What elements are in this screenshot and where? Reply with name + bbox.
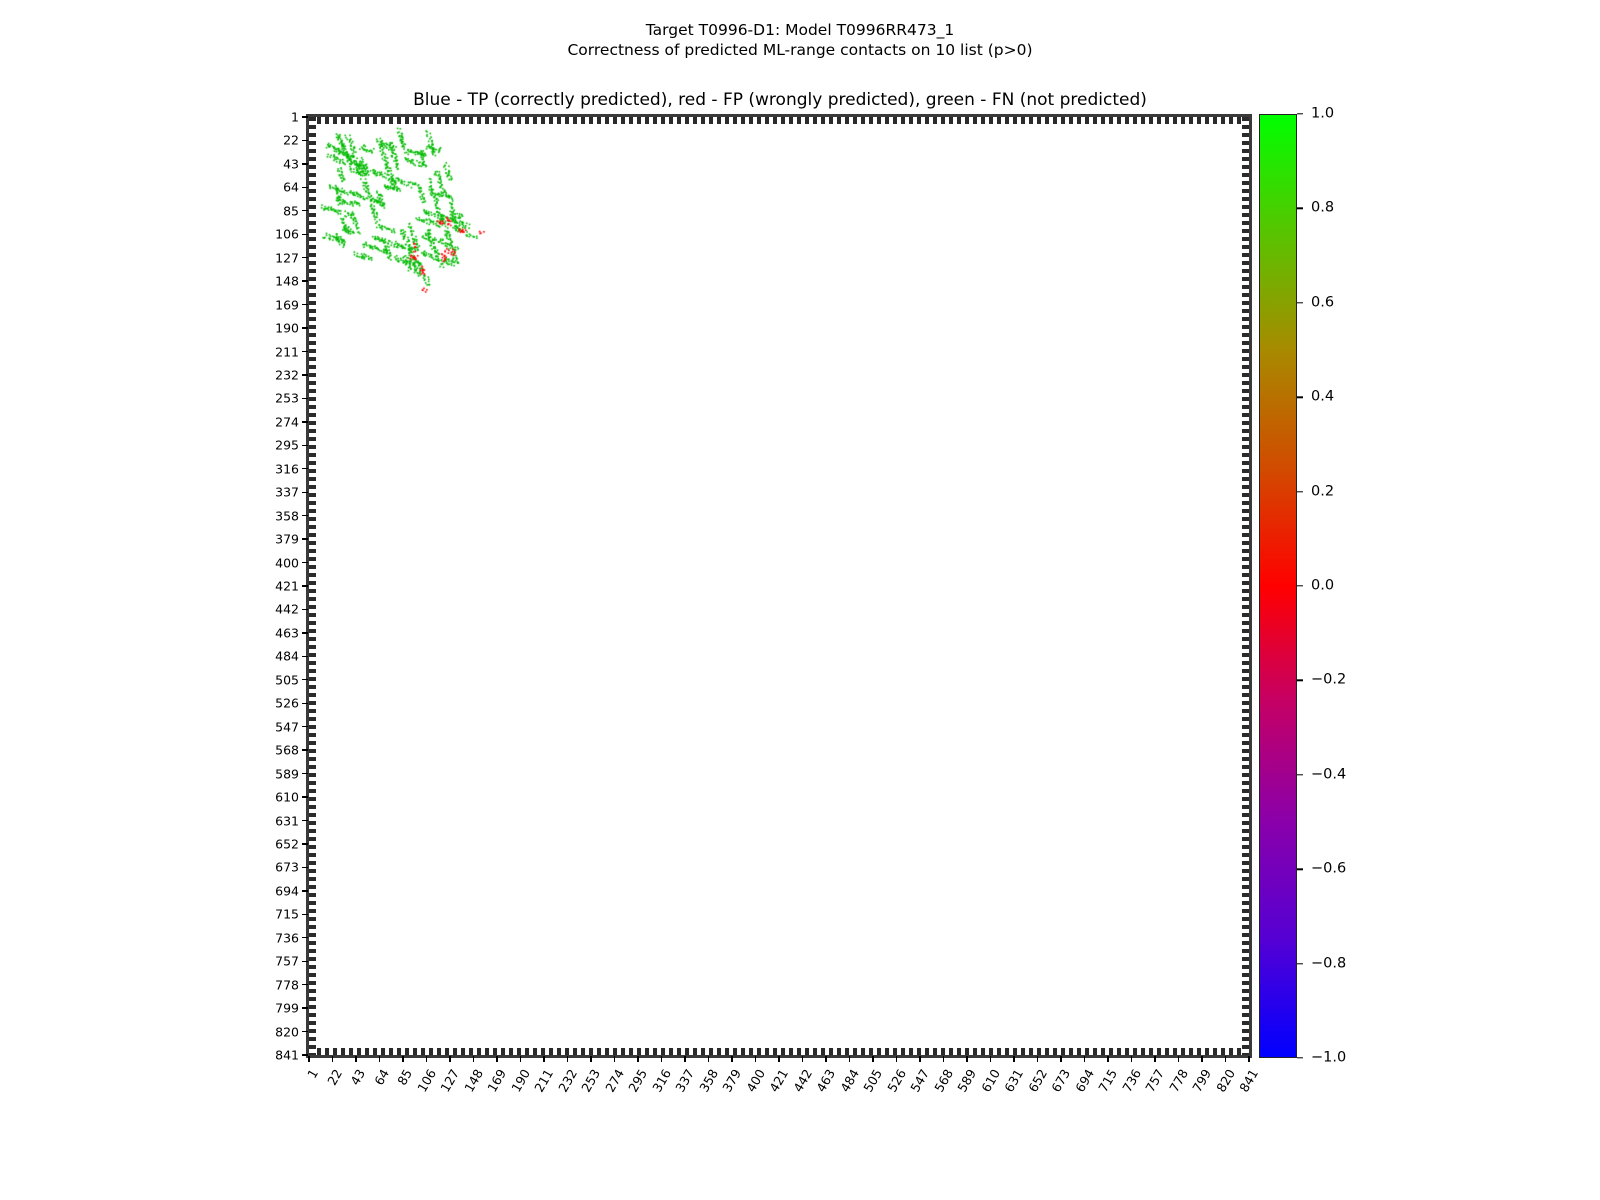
y-axis-tick-label: 295 xyxy=(275,437,299,453)
y-axis-tick-label: 799 xyxy=(275,1000,299,1016)
y-axis-tick-label: 253 xyxy=(275,390,299,406)
y-axis-tick-label: 169 xyxy=(275,297,299,313)
x-axis-tick-label: 358 xyxy=(695,1066,721,1095)
y-axis-tick-label: 463 xyxy=(275,625,299,641)
y-axis-tick-label: 652 xyxy=(275,836,299,852)
colorbar-gradient xyxy=(1259,114,1297,1058)
colorbar-tick-label: 0.6 xyxy=(1311,294,1335,311)
y-axis-tick-label: 715 xyxy=(275,906,299,922)
y-axis-tick-label: 694 xyxy=(275,883,299,899)
x-axis-tick-label: 736 xyxy=(1118,1066,1144,1095)
y-axis-tick-label: 631 xyxy=(275,813,299,828)
y-axis-tick-label: 673 xyxy=(275,859,299,875)
colorbar-tick-label: −0.4 xyxy=(1311,766,1347,783)
x-axis-tick-label: 526 xyxy=(883,1066,909,1095)
x-axis-tick-label: 442 xyxy=(789,1066,815,1095)
x-axis-tick-label: 253 xyxy=(578,1066,604,1095)
y-axis-tick-label: 274 xyxy=(275,414,299,430)
x-axis-tick-label: 463 xyxy=(813,1066,839,1095)
y-axis-tick-label: 442 xyxy=(275,601,299,617)
chart-title-line-2: Correctness of predicted ML-range contacts on 10 list (p>0) xyxy=(567,41,1033,59)
y-axis-tick-label: 106 xyxy=(275,226,299,242)
x-axis-tick-label: 610 xyxy=(977,1066,1003,1095)
colorbar-tick-mark xyxy=(1297,963,1303,964)
colorbar-tick-mark xyxy=(1297,302,1303,303)
colorbar-tick-mark xyxy=(1297,113,1303,114)
y-axis-tick-label: 589 xyxy=(275,766,299,782)
y-axis-tick-label: 316 xyxy=(275,461,299,477)
y-axis-tick-label: 148 xyxy=(275,273,299,289)
y-axis-tick-label: 85 xyxy=(283,203,299,219)
x-axis-tick-label: 316 xyxy=(648,1066,674,1095)
y-axis-tick-label: 568 xyxy=(275,742,299,758)
x-axis-tick-label: 841 xyxy=(1236,1066,1262,1095)
x-axis-tick-label: 64 xyxy=(370,1066,392,1088)
y-axis-tick-label: 547 xyxy=(275,719,299,735)
y-axis-tick-label: 778 xyxy=(275,977,299,993)
x-axis-tick-label: 778 xyxy=(1165,1066,1191,1095)
y-axis-tick-label: 505 xyxy=(275,672,299,688)
y-axis-tick-label: 43 xyxy=(283,156,299,172)
y-axis-tick-label: 400 xyxy=(275,555,299,571)
y-axis-tick-label: 610 xyxy=(275,789,299,805)
x-axis-tick-label: 379 xyxy=(719,1066,745,1095)
contact-points-canvas xyxy=(312,120,1252,1058)
x-axis-tick-label: 85 xyxy=(394,1066,416,1088)
y-axis-tick-label: 1 xyxy=(291,109,299,125)
colorbar-tick-label: 0.0 xyxy=(1311,577,1335,594)
x-axis-tick-label: 148 xyxy=(460,1066,486,1095)
x-axis-tick-label: 43 xyxy=(347,1066,369,1088)
x-axis-tick-label: 799 xyxy=(1189,1066,1215,1095)
x-axis-tick-label: 505 xyxy=(860,1066,886,1095)
colorbar-tick-label: −0.6 xyxy=(1311,860,1347,877)
colorbar-tick-mark xyxy=(1297,491,1303,492)
y-axis-tick-label: 484 xyxy=(275,648,299,664)
x-axis-tick-label: 400 xyxy=(742,1066,768,1095)
x-axis-tick-label: 568 xyxy=(930,1066,956,1095)
x-axis-tick-label: 169 xyxy=(484,1066,510,1095)
colorbar-tick-label: −1.0 xyxy=(1311,1049,1347,1066)
x-axis-tick-label: 484 xyxy=(836,1066,862,1095)
x-axis-tick-label: 757 xyxy=(1142,1066,1168,1095)
colorbar-tick-label: 0.4 xyxy=(1311,388,1335,405)
chart-title-block xyxy=(0,20,1600,60)
x-axis-tick-label: 820 xyxy=(1212,1066,1238,1095)
colorbar-tick-label: 1.0 xyxy=(1311,105,1335,122)
y-axis-tick-label: 841 xyxy=(275,1047,299,1063)
colorbar-tick-label: −0.2 xyxy=(1311,671,1347,688)
y-axis-tick-label: 127 xyxy=(275,250,299,266)
x-axis-tick-label: 232 xyxy=(554,1066,580,1095)
y-axis-tick-label: 421 xyxy=(275,578,299,594)
colorbar-tick-mark xyxy=(1297,1057,1303,1058)
y-axis-tick-label: 232 xyxy=(275,367,299,383)
x-axis-tick-label: 337 xyxy=(672,1066,698,1095)
x-axis-tick-label: 295 xyxy=(625,1066,651,1095)
y-axis-tick-label: 190 xyxy=(275,320,299,336)
y-axis-tick-label: 757 xyxy=(275,953,299,969)
x-axis-tick-label: 127 xyxy=(437,1066,463,1095)
contact-map-plot[interactable] xyxy=(306,114,1252,1058)
x-axis-tick-label: 211 xyxy=(531,1066,557,1095)
x-axis-tick-label: 421 xyxy=(766,1066,792,1095)
x-axis-tick-label: 274 xyxy=(601,1066,627,1095)
x-axis-tick-label: 652 xyxy=(1024,1066,1050,1095)
y-axis-tick-label: 22 xyxy=(283,132,299,148)
x-axis-tick-label: 589 xyxy=(954,1066,980,1095)
y-axis-tick-label: 379 xyxy=(275,531,299,547)
y-axis-tick-label: 736 xyxy=(275,930,299,946)
x-axis-tick-label: 547 xyxy=(907,1066,933,1095)
x-axis-tick-label: 673 xyxy=(1048,1066,1074,1095)
colorbar-tick-label: 0.8 xyxy=(1311,199,1335,216)
y-axis-tick-label: 337 xyxy=(275,484,299,500)
x-axis-tick-label: 694 xyxy=(1071,1066,1097,1095)
x-axis-tick-label: 631 xyxy=(1001,1066,1027,1095)
colorbar-tick-mark xyxy=(1297,774,1303,775)
chart-legend-text: Blue - TP (correctly predicted), red - FP (wrongly predicted), green - FN (not predicted) xyxy=(413,90,1147,110)
colorbar-tick-label: −0.8 xyxy=(1311,955,1347,972)
colorbar-tick-mark xyxy=(1297,208,1303,209)
x-axis-tick-label: 1 xyxy=(304,1066,322,1081)
colorbar-tick-label: 0.2 xyxy=(1311,483,1335,500)
colorbar-axis xyxy=(1297,105,1387,1066)
x-axis-tick-label: 715 xyxy=(1095,1066,1121,1095)
colorbar-tick-mark xyxy=(1297,585,1303,586)
y-axis-tick-label: 211 xyxy=(275,344,299,359)
x-axis-tick-label: 190 xyxy=(507,1066,533,1095)
colorbar-tick-mark xyxy=(1297,868,1303,869)
y-axis-tick-label: 820 xyxy=(275,1024,299,1040)
colorbar-tick-mark xyxy=(1297,680,1303,681)
colorbar-tick-mark xyxy=(1297,396,1303,397)
x-axis-tick-label: 22 xyxy=(323,1066,345,1088)
y-axis-tick-label: 526 xyxy=(275,695,299,711)
chart-title-line-1: Target T0996-D1: Model T0996RR473_1 xyxy=(645,21,955,39)
y-axis-tick-label: 64 xyxy=(283,179,299,195)
y-axis-tick-label: 358 xyxy=(275,508,299,524)
x-axis-tick-label: 106 xyxy=(413,1066,439,1095)
